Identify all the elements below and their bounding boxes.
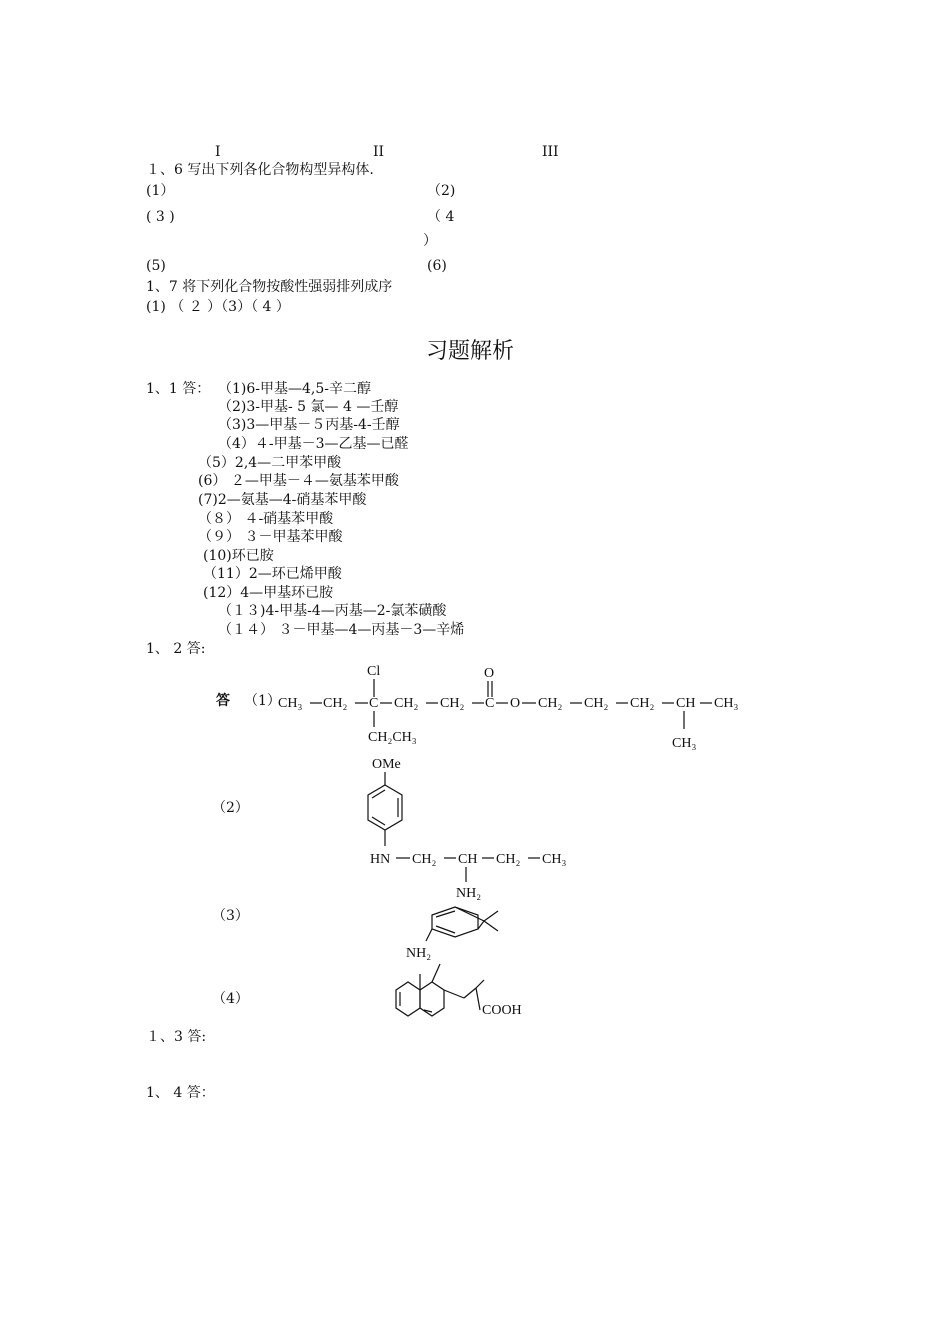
s3-methyl [484, 921, 498, 931]
s2-ch2: CH₂ [412, 852, 437, 867]
a11-line: （5）2,4—二甲苯甲酸 [198, 455, 342, 471]
s4-chain [476, 980, 484, 988]
a12-item-2: （2） [212, 800, 249, 816]
s1-c: C [369, 696, 379, 711]
q16-item-6: (6) [427, 258, 447, 274]
s4-cooh: COOH [482, 1003, 522, 1018]
section-title: 习题解析 [426, 339, 515, 364]
a11-line: （2)3-甲基- 5 氯— 4 —壬醇 [218, 399, 399, 415]
s1-ch2: CH₂ [538, 696, 563, 711]
s3-bridge [478, 921, 484, 929]
a11-line: （８） ４-硝基苯甲酸 [198, 511, 334, 527]
s2-ch2: CH₂ [496, 852, 521, 867]
s1-cl: Cl [367, 664, 381, 679]
a11-line: （1)6-甲基—4,5-辛二醇 [218, 381, 372, 397]
a11-line: （4）４-甲基－3—乙基—已醛 [218, 436, 409, 452]
roman-header-3: III [542, 144, 559, 160]
q16-item-3: ( 3 ) [146, 209, 175, 225]
s3-amine-bond [426, 929, 432, 941]
s4-chain [444, 990, 464, 998]
s1-ethyl: CH₂CH₃ [368, 730, 417, 745]
structure-4-naphthyl-acid [388, 960, 548, 1030]
a12-item-4: （4） [212, 991, 249, 1007]
s3-ring-inner [436, 911, 455, 917]
a11-line: （11）2—环已烯甲酸 [203, 566, 342, 582]
s2-nh2: NH₂ [456, 886, 482, 901]
s1-o: O [510, 696, 521, 711]
s4-chain [464, 988, 476, 998]
structure-1-ester [270, 655, 750, 755]
s3-bridge [455, 907, 484, 921]
q16-item-1: (1） [146, 183, 175, 199]
a11-line: （１３)4-甲基-4—丙基—2-氯苯磺酸 [218, 603, 447, 619]
a12-answer-mark: 答 [216, 693, 230, 709]
s1-ch3-end: CH₃ [714, 696, 739, 711]
s2-ch3: CH₃ [542, 852, 567, 867]
s1-carbonyl-o: O [484, 666, 495, 681]
s1-c-carbonyl: C [485, 696, 495, 711]
s3-nh2: NH₂ [406, 946, 432, 961]
a11-line: （3)3—甲基－５丙基-4-壬醇 [218, 417, 400, 433]
q17-items: (1) （ ２ ）（3）（ 4 ） [146, 299, 290, 315]
s2-hn: HN [370, 852, 391, 867]
a12-item-1: （1） [244, 693, 281, 709]
a11-line: (12）4—甲基环已胺 [203, 585, 334, 601]
s1-ch3: CH₃ [278, 696, 303, 711]
s1-methyl: CH₃ [672, 736, 697, 751]
s2-ome: OMe [372, 757, 401, 772]
s4-chain [476, 988, 480, 1010]
s4-methyl [432, 964, 440, 982]
s2-benzene-ring [368, 785, 402, 830]
roman-header-2: II [373, 144, 385, 160]
a11-line: (10)环已胺 [203, 548, 274, 564]
a13-label: １、3 答: [146, 1029, 207, 1045]
a12-item-3: （3） [212, 908, 249, 924]
s1-ch2: CH₂ [323, 696, 348, 711]
s1-ch: CH [676, 696, 696, 711]
q16-item-5: (5) [146, 258, 166, 274]
q16-item-4-close: ） [423, 233, 437, 249]
a11-line: （１４） ３－甲基—4—丙基－3—辛烯 [218, 622, 465, 638]
q17-title: 1、7 将下列化合物按酸性强弱排列成序 [146, 279, 393, 295]
structure-2-aryl-amine [360, 750, 590, 910]
a11-line: (7)2—氨基—4-硝基苯甲酸 [198, 492, 367, 508]
q16-item-2: （2) [427, 183, 456, 199]
q16-item-4: （ 4 [427, 209, 455, 225]
s1-ch2: CH₂ [630, 696, 655, 711]
s1-ch2: CH₂ [440, 696, 465, 711]
roman-header-1: I [215, 144, 221, 160]
a12-label: 1、 2 答: [146, 641, 206, 657]
structure-3-bicyclic [400, 895, 540, 965]
s2-ch: CH [458, 852, 478, 867]
a11-line: (6） ２—甲基－４—氨基苯甲酸 [198, 473, 399, 489]
s1-ch2: CH₂ [394, 696, 419, 711]
s4-ring-right [420, 982, 444, 1016]
s3-methyl [484, 911, 498, 921]
a14-label: 1、 4 答： [146, 1085, 215, 1101]
a11-line: （９） ３－甲基苯甲酸 [198, 529, 343, 545]
s1-ch2: CH₂ [584, 696, 609, 711]
a11-label: 1、1 答： [146, 381, 211, 397]
q16-title: １、6 写出下列各化合物构型异构体. [146, 162, 374, 178]
